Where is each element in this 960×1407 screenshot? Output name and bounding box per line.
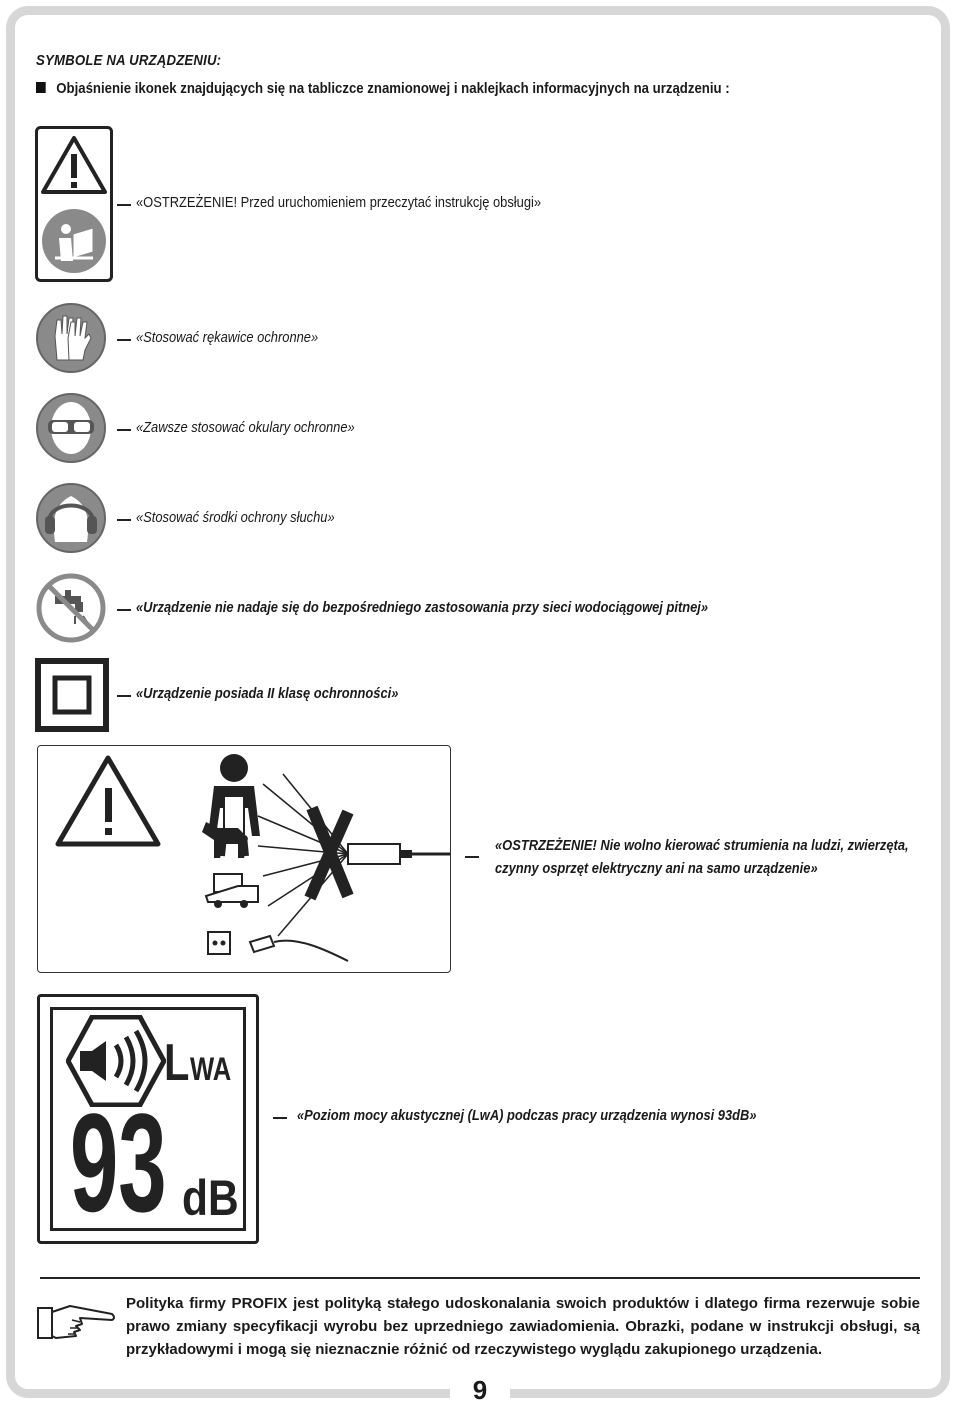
sound-value: 93 [70, 1084, 167, 1241]
protective-gloves-icon [35, 302, 107, 374]
dash [465, 856, 479, 858]
dash [273, 1117, 287, 1119]
section-title: SYMBOLE NA URZĄDZENIU: [36, 52, 222, 69]
dash [117, 339, 131, 341]
symbol-label: «Stosować rękawice ochronne» [136, 329, 319, 346]
symbol-label: «Zawsze stosować okulary ochronne» [136, 419, 355, 436]
footer-notice: Polityka firmy PROFIX jest polityką stałego udoskonalania swoich produktów i dlatego firma rezerwuje sobie prawo zmiany specyfikacji wyrobu bez uprzedniego zawiadomienia. Obrazki, podane w instrukcji obsługi, są przykładowymi i mogą się nieznacznie różnić od rzeczywistego wyglądu zakupionego urządzenia. [126, 1295, 920, 1358]
symbol-label: «Stosować środki ochrony słuchu» [136, 509, 335, 526]
dash [117, 695, 131, 697]
symbol-label: «Poziom mocy akustycznej (LwA) podczas pracy urządzenia wynosi 93dB» [297, 1107, 757, 1124]
no-drinking-water-connection-icon [35, 572, 107, 644]
symbol-label: «Urządzenie nie nadaje się do bezpośredniego zastosowania przy sieci wodociągowej pitnej» [136, 599, 709, 616]
sound-power-level-icon [37, 994, 259, 1244]
dash [117, 429, 131, 431]
safety-goggles-icon [35, 392, 107, 464]
symbol-label: «OSTRZEŻENIE! Przed uruchomieniem przeczytać instrukcję obsługi» [136, 194, 542, 211]
intro-text: Objaśnienie ikonek znajdujących się na tabliczce znamionowej i naklejkach informacyjnych na urządzeniu : [56, 80, 730, 97]
do-not-spray-panel [37, 745, 451, 973]
pointing-hand-icon [36, 1300, 116, 1344]
symbol-label-line2: czynny osprzęt elektryczny ani na samo urządzenie» [495, 860, 818, 877]
symbol-label: «Urządzenie posiada II klasę ochronności» [136, 685, 399, 702]
footer-divider [40, 1277, 920, 1279]
warning-read-manual-icon [35, 126, 113, 282]
dash [117, 609, 131, 611]
do-not-spray-people-icon [38, 746, 450, 972]
page-number: 9 [450, 1373, 510, 1407]
dash [117, 519, 131, 521]
lwa-label: LWA [164, 1034, 232, 1092]
bullet-square-icon [36, 82, 46, 93]
symbol-label-line1: «OSTRZEŻENIE! Nie wolno kierować strumienia na ludzi, zwierzęta, [495, 837, 909, 854]
dash [117, 204, 131, 206]
double-insulation-class-ii-icon [35, 658, 109, 732]
hearing-protection-icon [35, 482, 107, 554]
intro-line [36, 80, 730, 97]
sound-unit: dB [182, 1170, 239, 1226]
